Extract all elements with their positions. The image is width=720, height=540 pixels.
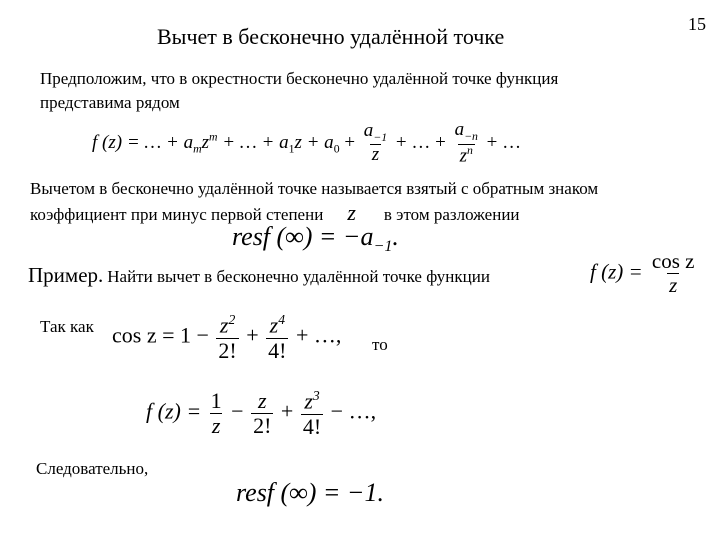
intro-line-2: представима рядом: [40, 93, 180, 112]
series-fraction-2: $\frac{a_{-n}}{z^n}$: [454, 119, 478, 167]
intro-line-1: Предположим, что в окрестности бесконечно удалённой точке функция: [40, 69, 559, 88]
then-label: то: [372, 335, 388, 354]
slide-title: Вычет в бесконечно удалённой точке: [157, 24, 505, 49]
series-lhs: f (z) = … + a: [92, 131, 194, 153]
result-formula: resf (∞) = −1.: [236, 478, 384, 507]
series-formula: f (z) = … + $a_mz^m$ + … + $a_1z + a_0$ + $\frac{a_{-1}}{z}$ + … + $\frac{a_{-n}}{z^n}$ + …: [92, 119, 522, 167]
page-number: 15: [688, 14, 706, 34]
since-label: Так как: [40, 317, 94, 336]
example-line: [28, 263, 490, 288]
definition-line-2: коэффициент при минус первой степени z в этом разложении: [30, 200, 520, 225]
definition-var: z: [347, 200, 356, 225]
example-label: Пример.: [28, 263, 104, 287]
f-series: f (z) = $\frac{1}{z}$ − $\frac{z}{2!}$ + $\frac{z^3}{4!}$ − …,: [146, 387, 377, 439]
definition-line-1: Вычетом в бесконечно удалённой точке называется взятый с обратным знаком: [30, 179, 599, 198]
residue-definition: resf (∞) = $-a_{-1}$.: [232, 222, 399, 256]
series-fraction-1: $\frac{a_{-1}}{z}$: [363, 119, 388, 166]
example-text: Найти вычет в бесконечно удалённой точке функции: [107, 267, 490, 286]
therefore-label: Следовательно,: [36, 459, 149, 478]
example-function: f (z) = $\frac{\text{cos z}}{z}$: [590, 249, 695, 298]
cos-series: cos z = 1 − $\frac{z^2}{2!}$ + $\frac{z^4}{4!}$ + …,: [112, 312, 342, 363]
